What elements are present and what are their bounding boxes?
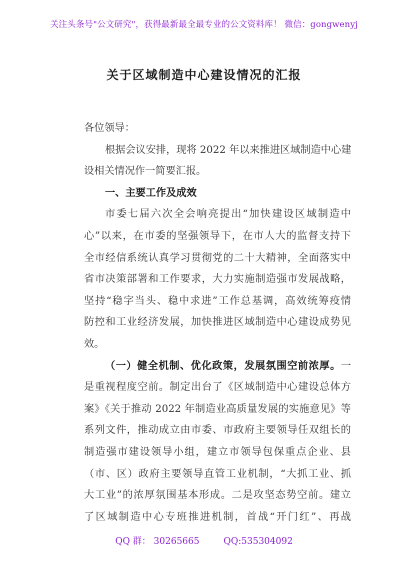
paragraph-line: 坚持“稳字当头、稳中求进”工作总基调，高效统筹疫情	[84, 295, 351, 307]
paragraph-line: 心”以来，在市委的坚强领导下，在市人大的监督支持下	[84, 230, 351, 242]
paragraph-line: 市委七届六次全会响亮提出“加快建设区域制造中	[105, 209, 351, 221]
qq-group: QQ 群： 30265665	[115, 537, 200, 547]
paragraph-line: 制造强市建设领导小组，建立市领导包保重点企业、县	[84, 446, 351, 458]
subsection-lead: 一	[340, 360, 351, 372]
paragraph-line: 效。	[84, 338, 105, 350]
page-title: 关于区域制造中心建设情况的汇报	[106, 68, 302, 82]
paragraph-line: 根据会议安排，现将 2022 年以来推进区域制造中心建	[105, 144, 351, 156]
salutation: 各位领导：	[84, 123, 135, 134]
subsection-line	[84, 356, 351, 378]
paragraph-line: （市、区）政府主要领导直管工业机制，“大抓工业、抓	[84, 468, 351, 480]
paragraph-line: 防控和工业经济发展，加快推进区域制造中心建设成势见	[84, 317, 351, 329]
paragraph-line: 设相关情况作一简要汇报。	[84, 166, 207, 178]
footer-contact	[0, 534, 408, 547]
paragraph-line: 是重视程度空前。制定出台了《区域制造中心建设总体方	[84, 382, 351, 394]
paragraph-line: 了区域制造中心专班推进机制，首战“开门红”、再战	[84, 511, 351, 523]
paragraph-line: 全市经信系统认真学习贯彻党的二十大精神，全面落实中	[84, 252, 351, 264]
document-body	[84, 118, 351, 528]
paragraph-line: 省市决策部署和工作要求，大力实施制造强市发展战略，	[84, 274, 351, 286]
qq-number: QQ:535304092	[223, 537, 293, 547]
section-heading: 一、主要工作及成效	[105, 186, 197, 199]
subsection-heading: （一）健全机制、优化政策，发展氛围空前浓厚。	[105, 359, 341, 372]
paragraph-line: 案》《关于推动 2022 年制造业高质量发展的实施意见》等	[84, 403, 351, 415]
paragraph-line: 大工业”的浓厚氛围基本形成。二是攻坚态势空前。建立	[84, 490, 351, 502]
paragraph-line: 系列文件，推动成立由市委、市政府主要领导任双组长的	[84, 425, 351, 437]
header-banner: 关注头条号"公文研究"，获得最新最全最专业的公文资料库！ 微信：gongwenyj	[50, 20, 358, 30]
